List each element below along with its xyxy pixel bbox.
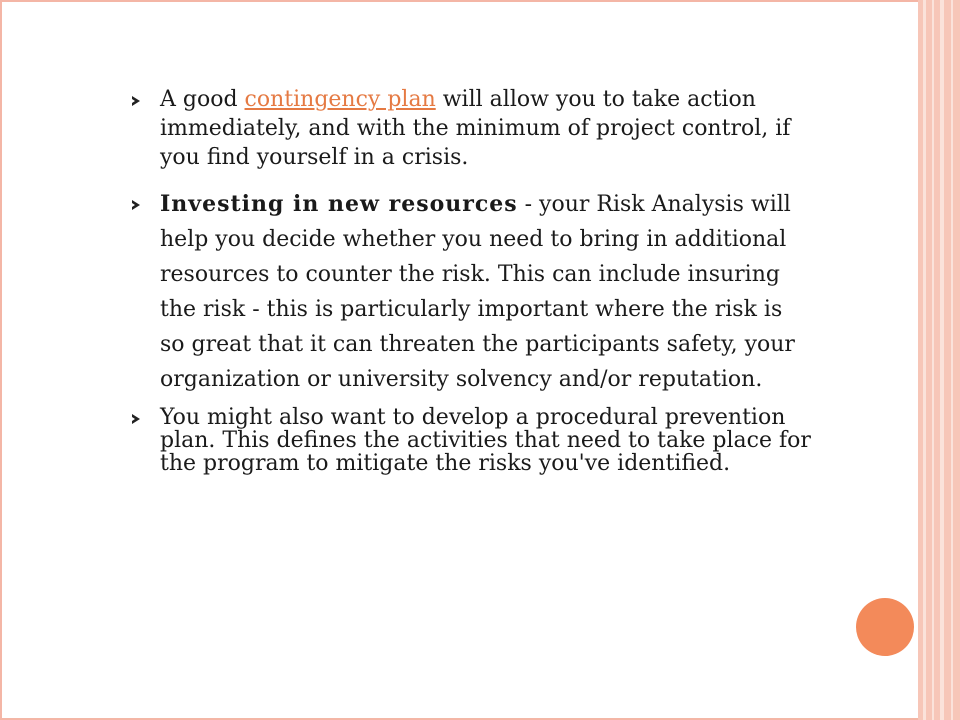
arrow-bullet-icon [132,414,140,424]
bullet-heading: Investing in new resources [160,191,518,217]
bullet-item-prevention [132,406,812,475]
slide-frame-top [0,0,918,2]
arrow-bullet-icon [132,200,140,210]
bullet-item-resources [132,187,812,397]
bullet-text: will allow you to take action immediately, and with the minimum of project control, if you find yourself in a crisis. [160,87,791,170]
slide-content [132,85,812,475]
slide-frame-left [0,0,2,720]
arrow-bullet-icon [132,96,140,106]
decorative-stripes [918,0,960,720]
contingency-plan-link[interactable]: contingency plan [244,87,436,112]
bullet-text: You might also want to develop a procedural prevention plan. This defines the activities that need to take place for the program to mitigate the risks you've identified. [160,405,811,476]
bullet-text: - your Risk Analysis will help you decide whether you need to bring in additional resources to counter the risk. This can include insuring the risk - this is particularly important where the risk is so great that it can threaten the participants safety, your organization or university solvency and/or reputation. [160,192,795,392]
bullet-item-contingency [132,85,812,172]
decorative-circle [856,598,914,656]
bullet-text: A good [160,87,245,112]
